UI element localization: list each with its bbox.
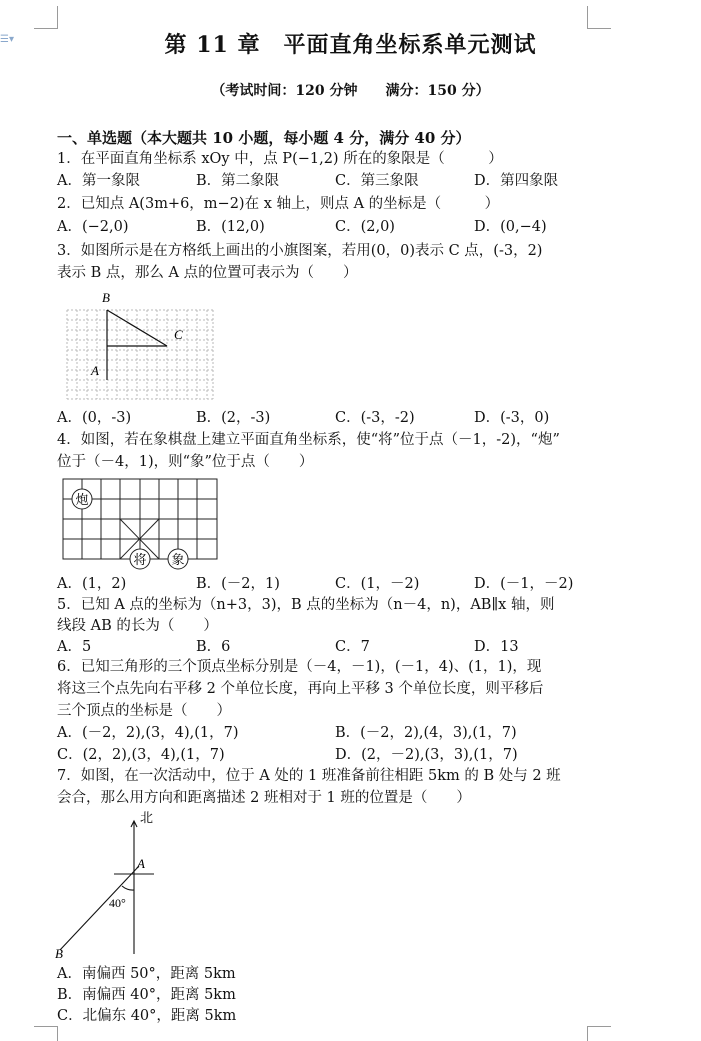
crop-mark	[587, 1026, 611, 1027]
crop-mark	[34, 1026, 58, 1027]
question-4-stem-line-2: 位于（－4，1)，则“象”位于点（ ）	[57, 454, 314, 470]
q6-option-b[interactable]: B．(－2，2),(4，3),(1，7)	[335, 725, 517, 741]
angle-arc	[122, 886, 134, 890]
q5-option-d[interactable]: D．13	[474, 639, 519, 655]
q6-option-a[interactable]: A．(－2，2),(3，4),(1，7)	[57, 725, 239, 741]
question-3-stem-line-1: 3．如图所示是在方格纸上画出的小旗图案，若用(0，0)表示 C 点，(-3，2)	[57, 243, 543, 259]
chess-board-figure	[60, 478, 220, 572]
q1-option-a[interactable]: A．第一象限	[57, 173, 140, 189]
q7-option-b[interactable]: B．南偏西 40°，距离 5km	[57, 987, 236, 1003]
q7-option-c[interactable]: C．北偏东 40°，距离 5km	[57, 1008, 237, 1024]
piece-jiang: 将	[133, 553, 147, 568]
crop-mark	[587, 6, 588, 28]
q1-option-d[interactable]: D．第四象限	[474, 173, 559, 189]
q7-option-a[interactable]: A．南偏西 50°，距离 5km	[57, 966, 236, 982]
piece-xiang: 象	[171, 553, 185, 568]
page-title: 第 11 章 平面直角坐标系单元测试	[164, 32, 537, 58]
q3-option-a[interactable]: A．(0，-3)	[57, 410, 132, 426]
q6-option-d[interactable]: D．(2，－2),(3，3),(1，7)	[335, 747, 518, 763]
label-a: A	[91, 363, 99, 378]
crop-mark	[587, 1026, 588, 1041]
label-b: B	[102, 290, 110, 305]
question-6-stem-line-1: 6．已知三角形的三个顶点坐标分别是（－4，－1)，(－1，4)、(1，1)，现	[57, 659, 542, 675]
exam-info: （考试时间：120 分钟 满分：150 分）	[211, 83, 490, 99]
question-6-stem-line-3: 三个顶点的坐标是（ ）	[57, 703, 231, 719]
angle-label: 40°	[109, 896, 126, 910]
question-5-stem-line-1: 5．已知 A 点的坐标为（n+3，3)，B 点的坐标为（n－4，n)，AB∥x 轴，则	[57, 597, 555, 613]
q6-option-c[interactable]: C．(2，2),(3，4),(1，7)	[57, 747, 225, 763]
label-c: C	[174, 327, 183, 342]
point-b-label: B	[55, 946, 63, 961]
compass-direction-figure	[52, 808, 172, 963]
q2-option-b[interactable]: B．(12,0)	[196, 219, 265, 235]
question-6-stem-line-2: 将这三个点先向右平移 2 个单位长度，再向上平移 3 个单位长度，则平移后	[57, 681, 544, 697]
q3-option-b[interactable]: B．(2，-3)	[196, 410, 271, 426]
path-a-to-b	[60, 866, 139, 950]
question-2-stem: 2．已知点 A(3m+6，m−2)在 x 轴上，则点 A 的坐标是（ ）	[57, 196, 500, 212]
q2-option-a[interactable]: A．(−2,0)	[57, 219, 129, 235]
q1-option-b[interactable]: B．第二象限	[196, 173, 280, 189]
crop-mark	[57, 1026, 58, 1041]
question-4-stem-line-1: 4．如图，若在象棋盘上建立平面直角坐标系，使“将”位于点（－1，-2)，“炮”	[57, 432, 560, 448]
point-a-label: A	[137, 856, 145, 871]
q4-option-a[interactable]: A．(1，2)	[57, 576, 127, 592]
q5-option-c[interactable]: C．7	[335, 639, 370, 655]
q3-option-d[interactable]: D．(-3，0)	[474, 410, 550, 426]
question-7-stem-line-2: 会合，那么用方向和距离描述 2 班相对于 1 班的位置是（ ）	[57, 790, 471, 806]
question-7-stem-line-1: 7．如图，在一次活动中，位于 A 处的 1 班准备前往相距 5km 的 B 处与 2 班	[57, 768, 561, 784]
q1-option-c[interactable]: C．第三象限	[335, 173, 419, 189]
piece-pao: 炮	[75, 493, 89, 508]
q4-option-d[interactable]: D．(－1，－2)	[474, 576, 574, 592]
q3-option-c[interactable]: C．(-3，-2)	[335, 410, 415, 426]
flag-grid-figure	[60, 288, 220, 404]
north-label: 北	[140, 811, 154, 826]
question-3-stem-line-2: 表示 B 点，那么 A 点的位置可表示为（ ）	[57, 265, 358, 281]
q5-option-a[interactable]: A．5	[57, 639, 92, 655]
q2-option-c[interactable]: C．(2,0)	[335, 219, 395, 235]
document-side-icon[interactable]: ☰▾	[0, 34, 14, 45]
q5-option-b[interactable]: B．6	[196, 639, 231, 655]
grid-lines	[67, 310, 213, 399]
q4-option-b[interactable]: B．(－2，1)	[196, 576, 280, 592]
q4-option-c[interactable]: C．(1，－2)	[335, 576, 420, 592]
section-heading: 一、单选题（本大题共 10 小题，每小题 4 分，满分 40 分）	[57, 129, 471, 147]
crop-mark	[57, 6, 58, 28]
question-1-stem: 1．在平面直角坐标系 xOy 中，点 P(−1,2) 所在的象限是（ ）	[57, 151, 503, 167]
question-5-stem-line-2: 线段 AB 的长为（ ）	[57, 618, 218, 634]
q2-option-d[interactable]: D．(0,−4)	[474, 219, 547, 235]
